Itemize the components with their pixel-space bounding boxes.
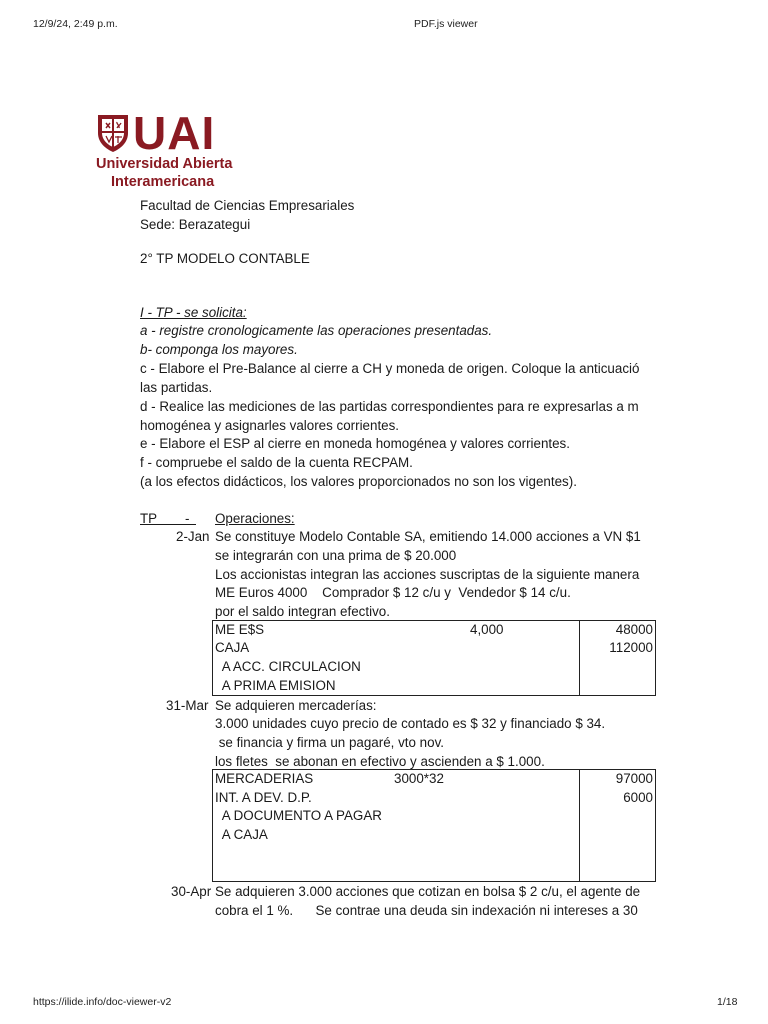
entry-note: 3000*32 [394, 771, 444, 786]
op2-date: 31-Mar [166, 698, 209, 713]
instruction-c-line2: las partidas. [140, 380, 213, 395]
ops-label: Operaciones: [215, 511, 295, 526]
entry-account: MERCADERIAS [215, 771, 314, 786]
entry-account: CAJA [215, 640, 250, 655]
entry-amount: 112000 [609, 640, 653, 655]
op3-line2: cobra el 1 %. Se contrae una deuda sin indexación ni intereses a 30 [215, 903, 638, 918]
op1-line5: por el saldo integran efectivo. [215, 604, 390, 619]
instruction-d-line2: homogénea y asignarles valores corrientes. [140, 418, 400, 433]
instruction-f: f - compruebe el saldo de la cuenta RECPAM. [140, 455, 413, 470]
op1-line4: ME Euros 4000 Comprador $ 12 c/u y Vendedor $ 14 c/u. [215, 585, 571, 600]
journal-entry-op1 [212, 620, 656, 696]
logo-acronym: UAI [133, 107, 216, 159]
instruction-note: (a los efectos didácticos, los valores proporcionados no son los vigentes). [140, 474, 577, 489]
entry-account: A CAJA [215, 827, 268, 842]
entry-account: A PRIMA EMISION [215, 678, 336, 693]
campus: Sede: Berazategui [140, 217, 251, 232]
op3-date: 30-Apr [171, 884, 212, 899]
ops-tp: TP [140, 511, 158, 526]
doc-title: 2° TP MODELO CONTABLE [140, 251, 310, 266]
op1-line2: se integrarán con una prima de $ 20.000 [215, 548, 457, 563]
instruction-d-line1: d - Realice las mediciones de las partidas correspondientes para re expresarlas a m [140, 399, 639, 414]
entry-amount: 6000 [623, 790, 653, 805]
instruction-e: e - Elabore el ESP al cierre en moneda homogénea y valores corrientes. [140, 436, 570, 451]
entry-amount: 48000 [615, 622, 653, 637]
op2-line3: se financia y firma un pagaré, vto nov. [215, 735, 445, 750]
instructions-heading: I - TP - se solicita: [140, 305, 247, 320]
op2-line2: 3.000 unidades cuyo precio de contado es $ 32 y financiado $ 34. [215, 716, 606, 731]
print-datetime: 12/9/24, 2:49 p.m. [33, 18, 118, 30]
entry-account: A ACC. CIRCULACION [215, 659, 361, 674]
entry-account: INT. A DEV. D.P. [215, 790, 312, 805]
journal-entry-op2 [212, 769, 656, 882]
op2-line4: los fletes se abonan en efectivo y ascienden a $ 1.000. [215, 754, 545, 769]
faculty: Facultad de Ciencias Empresariales [140, 198, 355, 213]
instruction-c-line1: c - Elabore el Pre-Balance al cierre a CH y moneda de origen. Coloque la anticuació [140, 361, 640, 376]
logo-line2: Interamericana [111, 174, 215, 190]
uai-logo [96, 107, 256, 192]
entry-note: 4,000 [470, 622, 504, 637]
op1-date: 2-Jan [176, 529, 210, 544]
entry-amount: 97000 [615, 771, 653, 786]
instruction-a: a - registre cronologicamente las operaciones presentadas. [140, 323, 493, 338]
page-url[interactable]: https://ilide.info/doc-viewer-v2 [33, 996, 172, 1008]
instruction-b: b- componga los mayores. [140, 342, 298, 357]
entry-account: ME E$S [215, 622, 265, 637]
op1-line3: Los accionistas integran las acciones suscriptas de la siguiente manera [215, 567, 640, 582]
op3-line1: Se adquieren 3.000 acciones que cotizan en bolsa $ 2 c/u, el agente de [215, 884, 641, 899]
page-indicator: 1/18 [717, 996, 738, 1008]
viewer-title: PDF.js viewer [414, 18, 478, 30]
entry-account: A DOCUMENTO A PAGAR [215, 808, 382, 823]
logo-line1: Universidad Abierta [96, 156, 233, 172]
op1-line1: Se constituye Modelo Contable SA, emitiendo 14.000 acciones a VN $1 [215, 529, 641, 544]
ops-dash: - [185, 511, 190, 526]
op2-line1: Se adquieren mercaderías: [215, 698, 377, 713]
shield-icon [96, 113, 130, 153]
